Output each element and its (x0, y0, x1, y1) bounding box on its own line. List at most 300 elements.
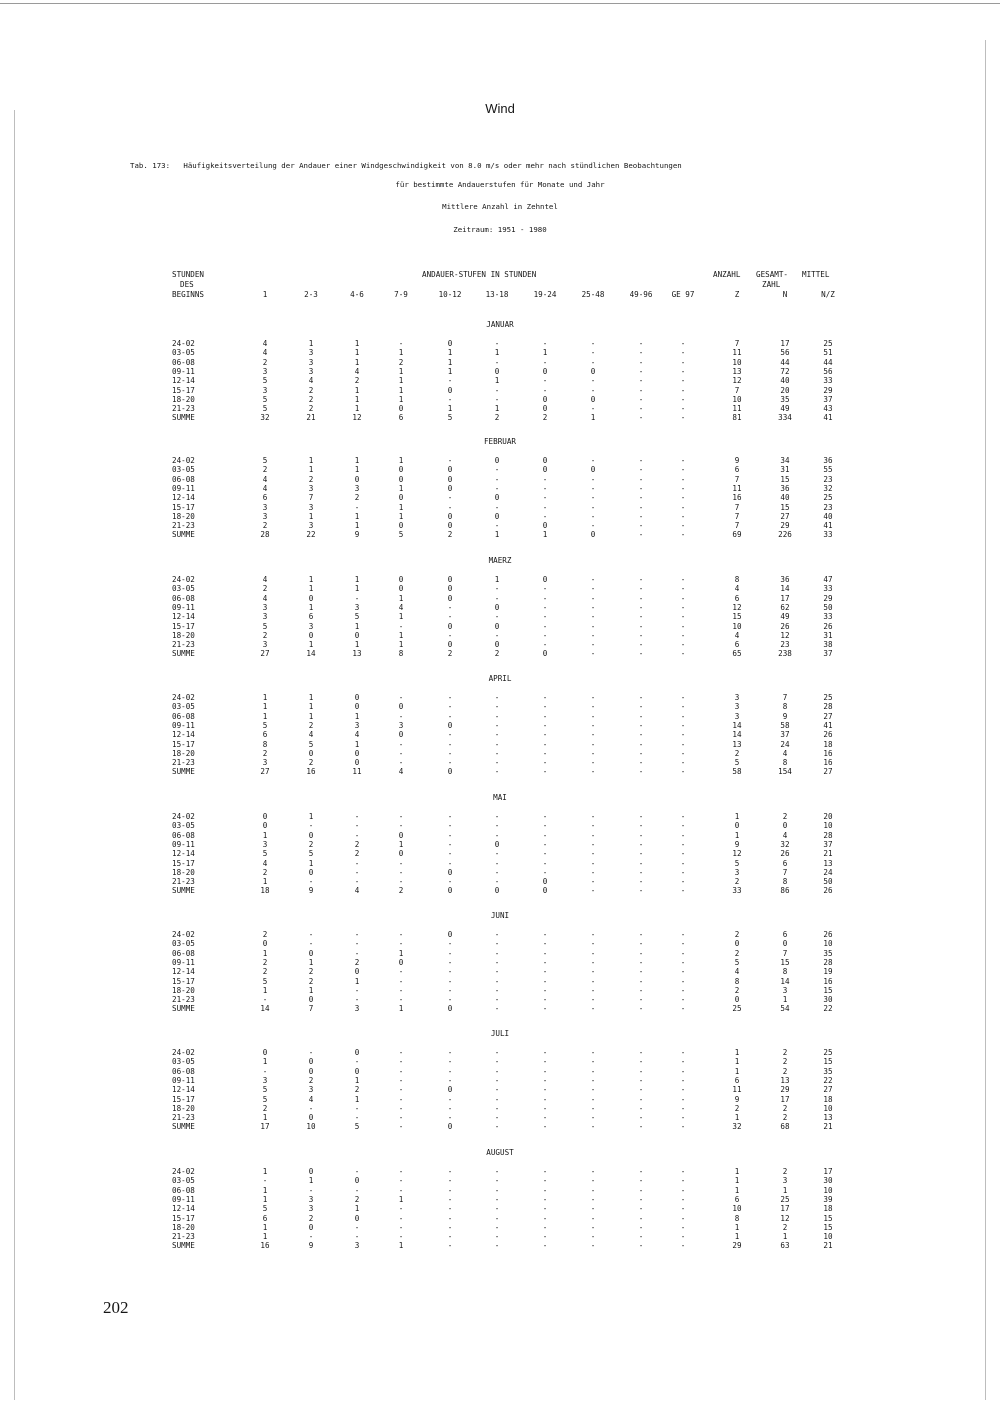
table-cell: 2 (354, 839, 360, 849)
table-cell: - (680, 502, 686, 512)
table-cell: - (494, 702, 500, 712)
table-cell: 4 (398, 602, 404, 612)
table-cell: - (447, 1194, 453, 1204)
table-cell: - (398, 939, 404, 949)
sum-row (0, 1122, 1000, 1131)
table-cell: - (680, 711, 686, 721)
table-cell: 0 (398, 849, 404, 859)
table-cell: - (542, 858, 548, 868)
table-cell: - (680, 693, 686, 702)
row-label: 24-02 (172, 812, 195, 821)
table-cell: 10 (823, 1185, 833, 1195)
sum-row (0, 886, 1000, 895)
table-cell: 15 (823, 1222, 833, 1232)
table-cell: - (680, 584, 686, 594)
column-header: Z (734, 290, 740, 299)
table-cell: 26 (780, 621, 790, 631)
table-cell: - (680, 939, 686, 949)
table-row (0, 712, 1000, 721)
table-cell: - (590, 521, 596, 531)
table-cell: - (590, 593, 596, 603)
table-cell: 20 (823, 812, 833, 821)
table-cell: 21 (823, 849, 833, 859)
table-row (0, 404, 1000, 413)
table-cell: - (638, 693, 644, 702)
table-cell: 2 (308, 385, 314, 395)
table-row (0, 640, 1000, 649)
table-cell: - (542, 1185, 548, 1195)
table-cell: 0 (447, 483, 453, 493)
table-cell: - (354, 1167, 360, 1176)
table-cell: 1 (308, 339, 314, 348)
table-cell: - (590, 886, 596, 896)
table-cell: 2 (782, 1048, 788, 1057)
table-row (0, 395, 1000, 404)
row-label: 03-05 (172, 465, 195, 475)
table-cell: 2 (262, 930, 268, 939)
table-cell: - (680, 621, 686, 631)
table-cell: 6 (734, 593, 740, 603)
table-cell: - (680, 1066, 686, 1076)
table-cell: - (262, 1176, 268, 1186)
table-cell: - (638, 886, 644, 896)
table-cell: - (308, 939, 314, 949)
table-cell: 5 (262, 976, 268, 986)
table-cell: - (638, 877, 644, 887)
table-cell: - (590, 1194, 596, 1204)
table-cell: 3 (308, 621, 314, 631)
table-cell: - (398, 1085, 404, 1095)
table-cell: - (680, 1075, 686, 1085)
table-cell: - (680, 758, 686, 768)
table-cell: - (638, 1204, 644, 1214)
table-cell: 0 (590, 366, 596, 376)
table-cell: - (590, 1113, 596, 1123)
table-cell: 58 (732, 767, 742, 777)
table-cell: 0 (308, 995, 314, 1005)
table-cell: 1 (308, 1176, 314, 1186)
table-cell: 5 (308, 849, 314, 859)
table-cell: - (680, 1176, 686, 1186)
table-cell: 1 (734, 1057, 740, 1067)
table-cell: 27 (780, 511, 790, 521)
table-cell: 27 (260, 767, 270, 777)
table-cell: 0 (447, 1085, 453, 1095)
table-cell: - (638, 867, 644, 877)
table-cell: 0 (542, 465, 548, 475)
table-cell: - (590, 830, 596, 840)
table-cell: 1 (354, 640, 360, 650)
table-cell: - (398, 1122, 404, 1132)
table-cell: - (494, 1185, 500, 1195)
table-cell: 9 (782, 711, 788, 721)
table-cell: 3 (354, 1004, 360, 1014)
table-cell: 38 (823, 640, 833, 650)
table-cell: 3 (308, 348, 314, 358)
table-row (0, 339, 1000, 348)
table-cell: 0 (494, 493, 500, 503)
table-cell: 0 (308, 630, 314, 640)
table-cell: 1 (398, 593, 404, 603)
row-label: SUMME (172, 413, 195, 423)
table-row (0, 367, 1000, 376)
table-cell: 0 (447, 385, 453, 395)
table-cell: - (494, 976, 500, 986)
table-cell: - (542, 483, 548, 493)
table-cell: 10 (732, 621, 742, 631)
table-cell: 2 (308, 839, 314, 849)
table-cell: 5 (354, 612, 360, 622)
table-cell: 5 (734, 858, 740, 868)
column-header: 49-96 (629, 290, 653, 299)
table-cell: - (590, 404, 596, 414)
table-cell: 27 (823, 767, 833, 777)
row-label: 12-14 (172, 376, 195, 386)
table-cell: - (680, 867, 686, 877)
row-label: 18-20 (172, 511, 195, 521)
table-cell: 18 (823, 739, 833, 749)
table-cell: - (542, 720, 548, 730)
table-cell: - (447, 976, 453, 986)
table-cell: - (542, 1048, 548, 1057)
row-label: 21-23 (172, 877, 195, 887)
table-cell: 3 (262, 385, 268, 395)
table-cell: 2 (262, 521, 268, 531)
table-cell: - (638, 483, 644, 493)
table-cell: 0 (590, 465, 596, 475)
table-cell: - (494, 830, 500, 840)
table-cell: - (494, 930, 500, 939)
table-cell: - (542, 693, 548, 702)
table-cell: - (447, 1066, 453, 1076)
table-cell: - (680, 849, 686, 859)
table-cell: - (680, 1167, 686, 1176)
table-cell: - (447, 612, 453, 622)
table-cell: 10 (823, 821, 833, 831)
table-cell: - (354, 812, 360, 821)
table-cell: 0 (734, 995, 740, 1005)
table-cell: - (354, 821, 360, 831)
table-cell: - (590, 621, 596, 631)
row-label: 15-17 (172, 385, 195, 395)
row-label: 03-05 (172, 939, 195, 949)
table-cell: - (398, 877, 404, 887)
table-cell: - (494, 967, 500, 977)
table-cell: - (447, 1103, 453, 1113)
table-cell: - (398, 1057, 404, 1067)
table-cell: - (398, 1222, 404, 1232)
table-cell: 0 (262, 812, 268, 821)
table-cell: - (638, 465, 644, 475)
table-cell: 29 (780, 1085, 790, 1095)
table-cell: - (542, 1066, 548, 1076)
table-cell: 0 (590, 530, 596, 540)
table-cell: 1 (398, 1241, 404, 1251)
table-cell: - (494, 758, 500, 768)
table-cell: - (354, 858, 360, 868)
table-cell: 0 (398, 465, 404, 475)
table-cell: - (542, 511, 548, 521)
table-cell: 0 (398, 521, 404, 531)
table-cell: 19 (823, 967, 833, 977)
table-cell: - (590, 939, 596, 949)
table-cell: - (590, 1222, 596, 1232)
table-cell: - (494, 1048, 500, 1057)
table-cell: - (680, 1185, 686, 1195)
table-cell: - (494, 1113, 500, 1123)
table-cell: 2 (262, 584, 268, 594)
table-cell: 1 (398, 612, 404, 622)
table-cell: 17 (780, 1204, 790, 1214)
table-cell: 0 (494, 886, 500, 896)
table-cell: - (542, 730, 548, 740)
row-label: 24-02 (172, 339, 195, 348)
row-label: 24-02 (172, 575, 195, 584)
table-cell: - (447, 456, 453, 465)
table-cell: 63 (780, 1241, 790, 1251)
table-cell: 13 (352, 649, 362, 659)
table-cell: 2 (308, 976, 314, 986)
table-cell: 31 (823, 630, 833, 640)
table-cell: - (542, 867, 548, 877)
table-cell: 0 (494, 511, 500, 521)
table-cell: 2 (262, 867, 268, 877)
table-cell: - (542, 593, 548, 603)
table-cell: 10 (732, 1204, 742, 1214)
table-cell: 6 (398, 413, 404, 423)
table-cell: - (590, 1094, 596, 1104)
table-cell: 3 (308, 366, 314, 376)
row-label: 21-23 (172, 640, 195, 650)
table-cell: 18 (823, 1204, 833, 1214)
row-label: 06-08 (172, 948, 195, 958)
table-cell: 40 (823, 511, 833, 521)
column-header: 10-12 (438, 290, 462, 299)
table-cell: - (398, 1103, 404, 1113)
table-cell: 0 (308, 593, 314, 603)
table-cell: - (590, 812, 596, 821)
table-cell: 0 (447, 521, 453, 531)
table-cell: - (590, 630, 596, 640)
table-cell: - (638, 621, 644, 631)
table-cell: 1 (398, 630, 404, 640)
table-cell: - (680, 1122, 686, 1132)
table-cell: 6 (262, 730, 268, 740)
row-label: 18-20 (172, 985, 195, 995)
table-row (0, 348, 1000, 357)
table-cell: - (680, 1204, 686, 1214)
table-cell: 1 (398, 640, 404, 650)
table-cell: - (680, 602, 686, 612)
table-cell: 3 (262, 640, 268, 650)
table-cell: - (590, 948, 596, 958)
table-cell: - (638, 348, 644, 358)
table-cell: 1 (447, 357, 453, 367)
table-cell: - (447, 702, 453, 712)
table-cell: - (447, 1113, 453, 1123)
header-des: DES (180, 280, 194, 289)
table-cell: 1 (494, 376, 500, 386)
table-cell: - (590, 839, 596, 849)
table-cell: - (590, 357, 596, 367)
table-cell: 0 (447, 1122, 453, 1132)
table-cell: 35 (823, 1066, 833, 1076)
column-header: 2-3 (304, 290, 318, 299)
row-label: 24-02 (172, 693, 195, 702)
table-cell: - (590, 867, 596, 877)
table-cell: - (590, 1176, 596, 1186)
row-label: 09-11 (172, 957, 195, 967)
row-label: 15-17 (172, 621, 195, 631)
table-cell: - (542, 939, 548, 949)
table-cell: 2 (734, 1103, 740, 1113)
table-cell: 10 (732, 357, 742, 367)
table-cell: 1 (262, 1057, 268, 1067)
table-cell: - (494, 465, 500, 475)
table-cell: 1 (308, 456, 314, 465)
header-anzahl: ANZAHL (713, 270, 741, 279)
table-cell: - (590, 348, 596, 358)
table-cell: 8 (398, 649, 404, 659)
table-cell: - (447, 1232, 453, 1242)
table-cell: - (638, 976, 644, 986)
table-cell: - (638, 1094, 644, 1104)
table-cell: - (494, 730, 500, 740)
table-cell: 1 (354, 404, 360, 414)
row-label: 09-11 (172, 366, 195, 376)
table-cell: 3 (308, 502, 314, 512)
table-cell: 1 (354, 511, 360, 521)
table-cell: 29 (732, 1241, 742, 1251)
table-cell: - (398, 995, 404, 1005)
row-label: 18-20 (172, 394, 195, 404)
table-cell: 1 (354, 976, 360, 986)
table-cell: 1 (308, 858, 314, 868)
table-cell: - (542, 584, 548, 594)
table-cell: 0 (398, 730, 404, 740)
table-cell: 1 (308, 465, 314, 475)
table-subtitle: für bestimmte Andauerstufen für Monate und Jahr (395, 180, 605, 189)
table-cell: 0 (494, 640, 500, 650)
table-cell: 2 (354, 376, 360, 386)
table-cell: - (447, 995, 453, 1005)
table-cell: - (680, 812, 686, 821)
table-row (0, 622, 1000, 631)
table-cell: - (542, 930, 548, 939)
table-cell: 1 (734, 1222, 740, 1232)
table-cell: - (542, 1122, 548, 1132)
table-cell: - (638, 456, 644, 465)
table-cell: - (680, 456, 686, 465)
table-cell: 0 (354, 474, 360, 484)
table-row (0, 376, 1000, 385)
table-cell: - (494, 1222, 500, 1232)
table-cell: - (680, 748, 686, 758)
table-cell: - (354, 939, 360, 949)
table-cell: - (638, 839, 644, 849)
table-cell: 7 (308, 1004, 314, 1014)
table-cell: - (590, 649, 596, 659)
table-cell: - (590, 730, 596, 740)
table-cell: - (680, 1194, 686, 1204)
table-cell: - (354, 995, 360, 1005)
table-cell: 0 (354, 1213, 360, 1223)
table-cell: - (680, 1004, 686, 1014)
table-row (0, 730, 1000, 739)
table-cell: - (680, 465, 686, 475)
table-cell: 2 (782, 1167, 788, 1176)
table-cell: 15 (780, 502, 790, 512)
table-cell: 15 (823, 985, 833, 995)
table-cell: - (590, 483, 596, 493)
table-cell: - (590, 877, 596, 887)
table-cell: - (638, 1232, 644, 1242)
row-label: 18-20 (172, 630, 195, 640)
table-row (0, 503, 1000, 512)
table-cell: 2 (447, 649, 453, 659)
table-cell: 1 (262, 693, 268, 702)
table-cell: - (638, 1222, 644, 1232)
table-cell: - (354, 985, 360, 995)
row-label: 21-23 (172, 1113, 195, 1123)
table-caption-text: Häufigkeitsverteilung der Andauer einer Windgeschwindigkeit von 8.0 m/s oder mehr nach stündlichen Beobachtungen (183, 161, 682, 170)
month-title: FEBRUAR (483, 437, 516, 446)
table-cell: 1 (354, 1204, 360, 1214)
month-title: JULI (490, 1029, 510, 1038)
row-label: 09-11 (172, 1075, 195, 1085)
table-cell: - (398, 821, 404, 831)
table-cell: 1 (398, 456, 404, 465)
table-cell: - (447, 758, 453, 768)
table-cell: - (542, 711, 548, 721)
table-cell: - (494, 1204, 500, 1214)
table-cell: 0 (447, 621, 453, 631)
table-cell: 0 (734, 821, 740, 831)
sum-row (0, 767, 1000, 776)
table-row (0, 849, 1000, 858)
table-cell: - (680, 376, 686, 386)
row-label: 03-05 (172, 1057, 195, 1067)
table-cell: 1 (308, 584, 314, 594)
table-cell: 1 (354, 357, 360, 367)
table-cell: 4 (734, 630, 740, 640)
table-cell: 2 (782, 1222, 788, 1232)
table-row (0, 693, 1000, 702)
table-cell: 4 (782, 748, 788, 758)
row-label: 09-11 (172, 1194, 195, 1204)
table-cell: - (590, 1241, 596, 1251)
table-cell: 0 (308, 830, 314, 840)
table-cell: 6 (734, 465, 740, 475)
row-label: 03-05 (172, 348, 195, 358)
table-cell: 50 (823, 877, 833, 887)
table-row (0, 1186, 1000, 1195)
table-cell: - (638, 1048, 644, 1057)
table-cell: 4 (262, 483, 268, 493)
table-cell: 2 (734, 877, 740, 887)
table-cell: 0 (542, 404, 548, 414)
table-row (0, 831, 1000, 840)
table-cell: - (638, 948, 644, 958)
table-cell: - (447, 849, 453, 859)
table-cell: 69 (732, 530, 742, 540)
table-cell: 0 (398, 957, 404, 967)
table-cell: 27 (823, 711, 833, 721)
table-cell: 58 (780, 720, 790, 730)
table-cell: - (590, 602, 596, 612)
table-cell: 49 (780, 404, 790, 414)
table-cell: 47 (823, 575, 833, 584)
